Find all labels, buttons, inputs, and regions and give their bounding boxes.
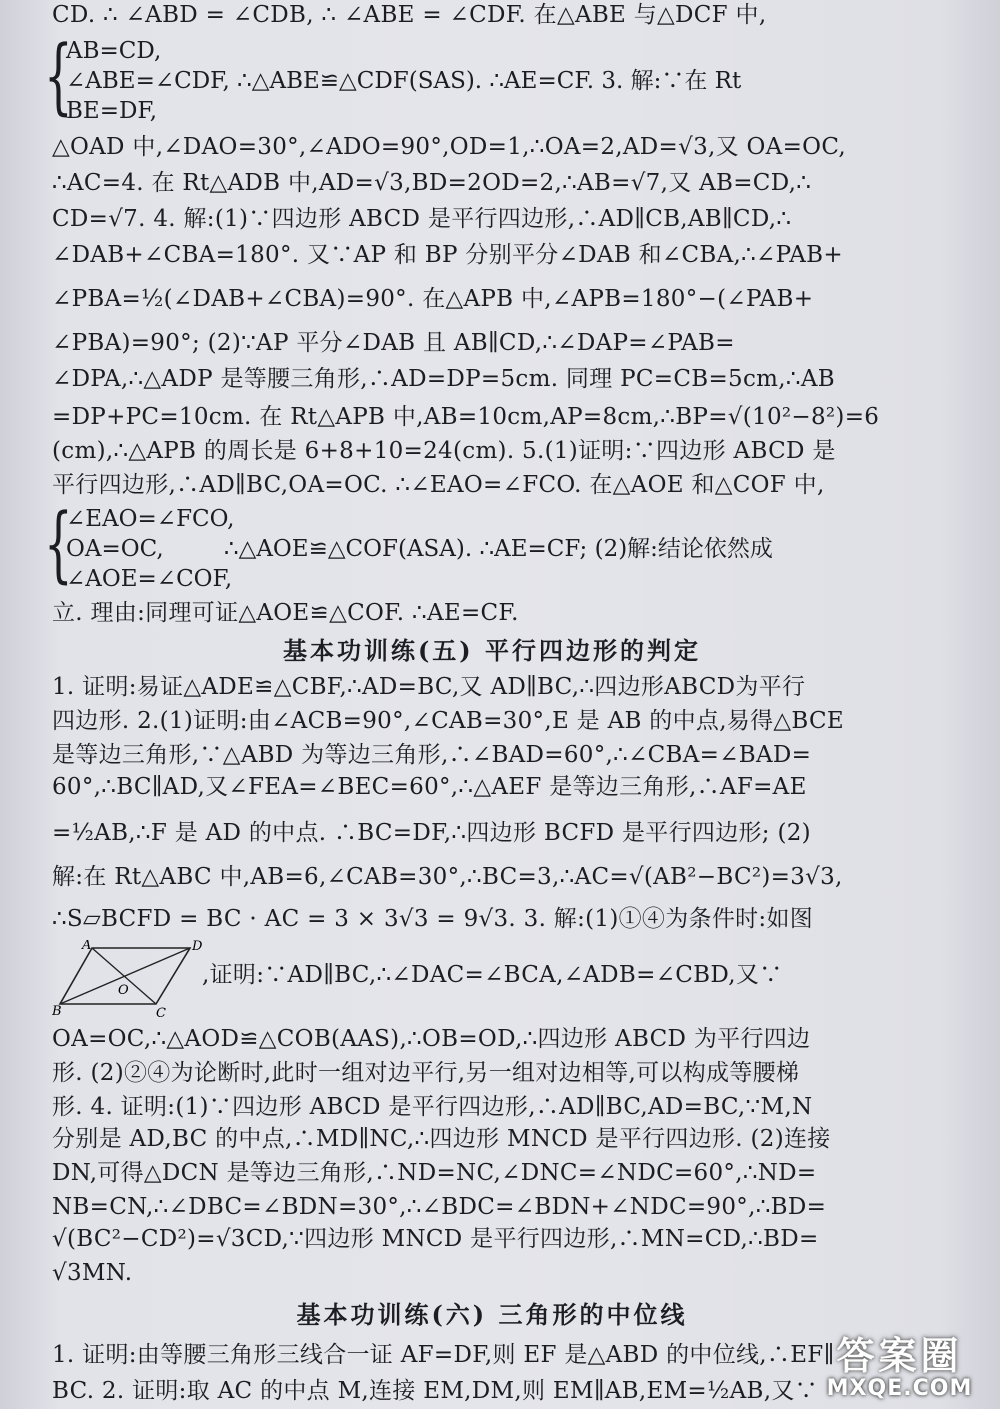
text-line: √3MN. <box>52 1260 133 1286</box>
text-line: 解:在 Rt△ABC 中,AB=6,∠CAB=30°,∴BC=3,∴AC=√(AB²−BC²)=3√3, <box>52 864 843 890</box>
brace-item: ∠ABE=∠CDF, ∴△ABE≌△CDF(SAS). ∴AE=CF. 3. 解:∵在 Rt <box>66 68 742 94</box>
text-line: 分别是 AD,BC 的中点,∴MD∥NC,∴四边形 MNCD 是平行四边形. (2)连接 <box>52 1126 831 1152</box>
label-c: C <box>156 1006 166 1018</box>
watermark-logo <box>807 1333 992 1401</box>
text-line: 60°,∴BC∥AD,又∠FEA=∠BEC=60°,∴△AEF 是等边三角形,∴AF=AE <box>52 774 807 800</box>
text-line: (cm),∴△APB 的周长是 6+8+10=24(cm). 5.(1)证明:∵四边形 ABCD 是 <box>52 438 836 464</box>
brace-system-2 <box>44 497 932 596</box>
text-line: NB=CN,∴∠DBC=∠BDN=30°,∴∠BDC=∠BDN+∠NDC=90°,∴BD= <box>52 1194 827 1220</box>
parallelogram-figure <box>52 940 202 1018</box>
text-line: ∴S▱BCFD = BC · AC = 3 × 3√3 = 9√3. 3. 解:(1)①④为条件时:如图 <box>52 906 814 932</box>
text-line: 形. 4. 证明:(1)∵四边形 ABCD 是平行四边形,∴AD∥BC,AD=BC,∵M,N <box>52 1094 813 1120</box>
text-line: 是等边三角形,∵△ABD 为等边三角形,∴∠BAD=60°,∴∠CBA=∠BAD= <box>52 742 812 768</box>
brace-item: BE=DF, <box>66 98 158 124</box>
brace-system-1 <box>44 29 932 128</box>
text-line: 立. 理由:同理可证△AOE≌△COF. ∴AE=CF. <box>52 600 519 626</box>
text-line: CD. ∴ ∠ABD = ∠CDB, ∴ ∠ABE = ∠CDF. 在△ABE 与△DCF 中, <box>52 2 767 28</box>
label-b: B <box>52 1004 62 1018</box>
text-line: △OAD 中,∠DAO=30°,∠ADO=90°,OD=1,∴OA=2,AD=√3,又 OA=OC, <box>52 134 847 160</box>
brace-item: ∠AOE=∠COF, <box>66 566 233 592</box>
brace-item: ∠EAO=∠FCO, <box>66 506 235 532</box>
text-line: ∠DAB+∠CBA=180°. 又∵AP 和 BP 分别平分∠DAB 和∠CBA,∴∠PAB+ <box>52 242 843 268</box>
text-line: OA=OC,∴△AOD≌△COB(AAS),∴OB=OD,∴四边形 ABCD 为平行四边 <box>52 1026 811 1052</box>
text-line: 四边形. 2.(1)证明:由∠ACB=90°,∠CAB=30°,E 是 AB 的中点,易得△BCE <box>52 708 845 734</box>
text-line: DN,可得△DCN 是等边三角形,∴ND=NC,∠DNC=∠NDC=60°,∴ND= <box>52 1160 817 1186</box>
text-line: =½AB,∴F 是 AD 的中点. ∴BC=DF,∴四边形 BCFD 是平行四边形; (2) <box>52 820 811 846</box>
text-line: √(BC²−CD²)=√3CD,∵四边形 MNCD 是平行四边形,∴MN=CD,∴BD= <box>52 1226 819 1252</box>
label-a: A <box>82 940 92 953</box>
brace-item: AB=CD, <box>66 38 162 64</box>
text-line: =DP+PC=10cm. 在 Rt△APB 中,AB=10cm,AP=8cm,∴BP=√(10²−8²)=6 <box>52 404 880 430</box>
section-heading: 基本功训练(六) 三角形的中位线 <box>296 1300 688 1329</box>
text-line: 1. 证明:由等腰三角形三线合一证 AF=DF,则 EF 是△ABD 的中位线,∴EF∥ <box>52 1342 835 1368</box>
left-brace: { <box>44 497 73 592</box>
text-line: 形. (2)②④为论断时,此时一组对边平行,另一组对边相等,可以构成等腰梯 <box>52 1060 800 1086</box>
text-line: 平行四边形,∴AD∥BC,OA=OC. ∴∠EAO=∠FCO. 在△AOE 和△COF 中, <box>52 472 825 498</box>
brace-tail-text: ∴△AOE≌△COF(ASA). ∴AE=CF; (2)解:结论依然成 <box>224 536 773 562</box>
label-d: D <box>192 940 202 954</box>
text-line: ,证明:∵AD∥BC,∴∠DAC=∠BCA,∠ADB=∠CBD,又∵ <box>202 962 783 988</box>
text-line: ∠PBA=½(∠DAB+∠CBA)=90°. 在△APB 中,∠APB=180°−(∠PAB+ <box>52 286 814 312</box>
text-line: BC. 2. 证明:取 AC 的中点 M,连接 EM,DM,则 EM∥AB,EM=½AB,又∵ <box>52 1378 818 1404</box>
section-heading: 基本功训练(五) 平行四边形的判定 <box>282 636 702 665</box>
text-line: ∠DPA,∴△ADP 是等腰三角形,∴AD=DP=5cm. 同理 PC=CB=5cm,∴AB <box>52 366 835 392</box>
text-line: 1. 证明:易证△ADE≌△CBF,∴AD=BC,又 AD∥BC,∴四边形ABCD为平行 <box>52 674 806 700</box>
text-line: CD=√7. 4. 解:(1)∵四边形 ABCD 是平行四边形,∴AD∥CB,AB∥CD,∴ <box>52 206 792 232</box>
watermark-logo-url: MXQE.COM <box>826 1376 973 1401</box>
text-line: ∴AC=4. 在 Rt△ADB 中,AD=√3,BD=2OD=2,∴AB=√7,又 AB=CD,∴ <box>52 170 812 196</box>
text-line: ∠PBA)=90°; (2)∵AP 平分∠DAB 且 AB∥CD,∴∠DAP=∠PAB= <box>52 330 735 356</box>
brace-item: OA=OC, <box>66 536 164 562</box>
label-o: O <box>118 983 129 998</box>
left-brace: { <box>44 29 73 124</box>
watermark-logo-main: 答案圈 <box>836 1334 963 1378</box>
